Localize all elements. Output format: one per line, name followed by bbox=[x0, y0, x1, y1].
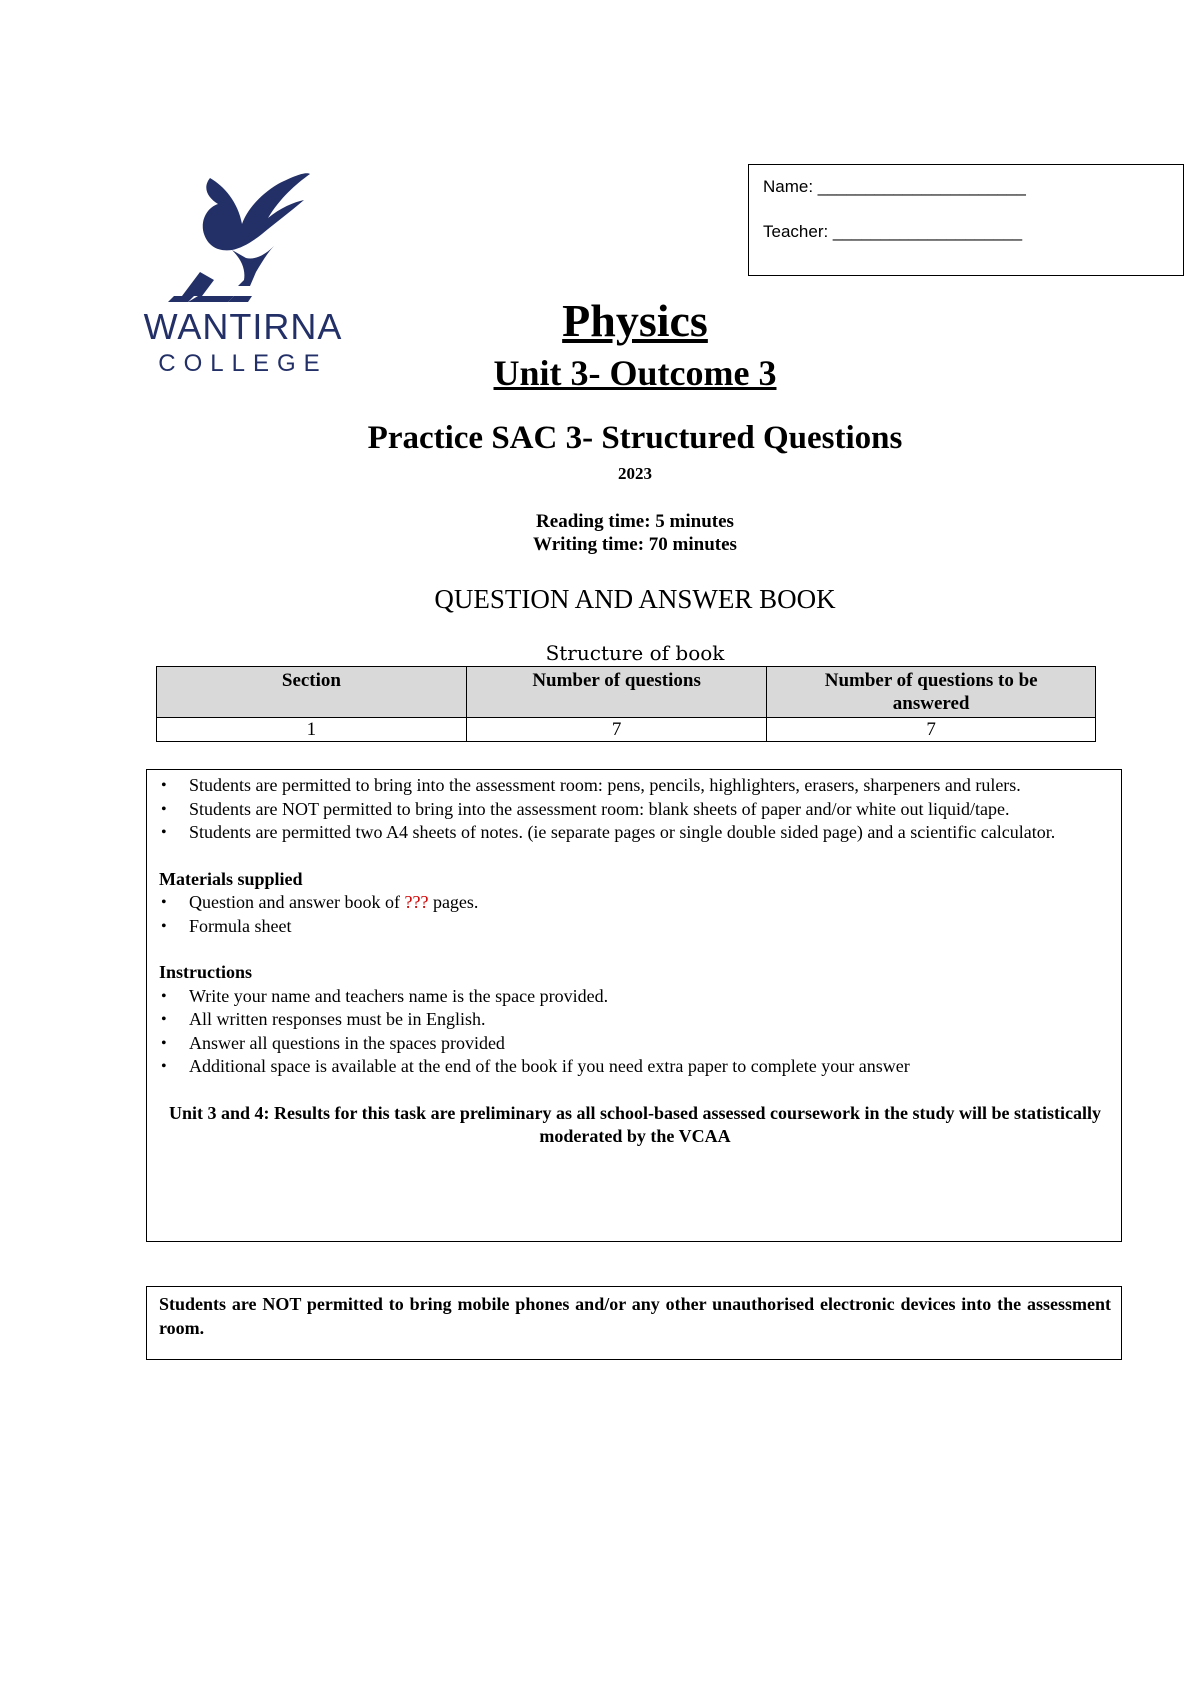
instructions-heading: Instructions bbox=[159, 962, 253, 982]
list-item: • Students are permitted to bring into the assessment room: pens, pencils, highlighters, erasers, sharpeners and rulers. bbox=[189, 774, 1111, 798]
writing-time: Writing time: 70 minutes bbox=[533, 534, 737, 555]
list-item: • Answer all questions in the spaces provided bbox=[189, 1032, 1111, 1056]
task-title: Practice SAC 3- Structured Questions bbox=[367, 420, 903, 456]
instructions-list bbox=[159, 985, 1111, 1079]
list-item: • Additional space is available at the end of the book if you need extra paper to complete your answer bbox=[189, 1055, 1111, 1079]
table-row bbox=[157, 718, 1096, 742]
reading-time: Reading time: 5 minutes bbox=[536, 511, 734, 532]
eagle-icon bbox=[128, 168, 358, 308]
column-header: Section bbox=[157, 667, 467, 718]
materials-heading: Materials supplied bbox=[159, 868, 303, 889]
structure-heading: Structure of book bbox=[545, 641, 725, 665]
table-cell: 7 bbox=[767, 718, 1096, 742]
list-item: • Formula sheet bbox=[189, 915, 1111, 939]
page-count-placeholder: ??? bbox=[404, 892, 429, 912]
list-item bbox=[189, 891, 1111, 915]
structure-table bbox=[156, 666, 1096, 742]
rules-box bbox=[146, 769, 1122, 1242]
table-cell: 7 bbox=[466, 718, 766, 742]
book-type-heading: QUESTION AND ANSWER BOOK bbox=[434, 584, 836, 614]
list-item: • Students are permitted two A4 sheets of notes. (ie separate pages or single double sided page) and a scientific calculator. bbox=[189, 821, 1111, 845]
materials-list bbox=[159, 891, 1111, 938]
list-item: • All written responses must be in English. bbox=[189, 1008, 1111, 1032]
unit-title: Unit 3- Outcome 3 bbox=[493, 353, 777, 393]
table-cell: 1 bbox=[157, 718, 467, 742]
teacher-field[interactable]: Teacher: ____________________ bbox=[763, 222, 1023, 241]
permitted-items-list bbox=[159, 774, 1111, 845]
table-header-row bbox=[157, 667, 1096, 718]
device-warning-box: Students are NOT permitted to bring mobile phones and/or any other unauthorised electronic devices into the assessment room. bbox=[146, 1286, 1122, 1360]
year: 2023 bbox=[618, 464, 652, 483]
list-item: • Students are NOT permitted to bring into the assessment room: blank sheets of paper and/or white out liquid/tape. bbox=[189, 798, 1111, 822]
logo-subtitle: COLLEGE bbox=[158, 350, 328, 377]
logo-wordmark: WANTIRNA bbox=[143, 306, 343, 347]
column-header: Number of questions to be answered bbox=[767, 667, 1096, 718]
name-field[interactable]: Name: ______________________ bbox=[763, 177, 1026, 196]
materials-text: Question and answer book of bbox=[189, 892, 405, 912]
moderation-note: Unit 3 and 4: Results for this task are preliminary as all school-based assessed coursework in the study will be statistically moderated by the VCAA bbox=[168, 1102, 1102, 1146]
materials-text: pages. bbox=[428, 892, 479, 912]
student-details-box bbox=[748, 164, 1184, 276]
subject-title: Physics bbox=[562, 295, 708, 346]
column-header: Number of questions bbox=[466, 667, 766, 718]
list-item: • Write your name and teachers name is the space provided. bbox=[189, 985, 1111, 1009]
